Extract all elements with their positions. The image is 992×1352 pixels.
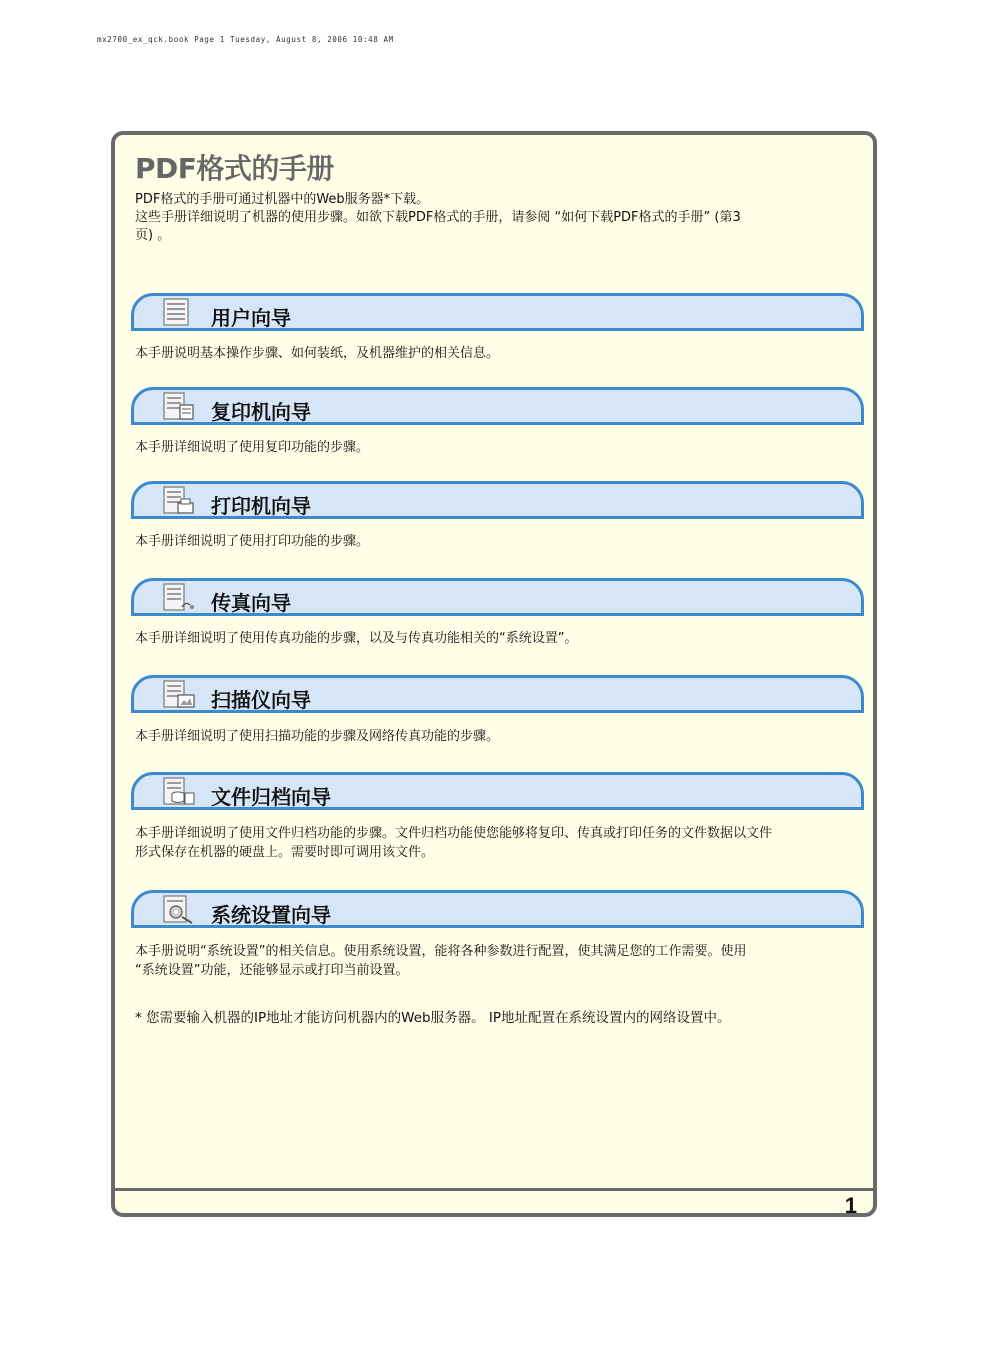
intro-line: PDF格式的手册可通过机器中的Web服务器*下载。 <box>135 192 430 207</box>
scanner-icon <box>162 680 196 710</box>
description-line: 本手册详细说明了使用扫描功能的步骤及网络传真功能的步骤。 <box>135 729 500 744</box>
section-title: 扫描仪向导 <box>211 688 311 712</box>
description-line: 本手册详细说明了使用传真功能的步骤，以及与传真功能相关的“系统设置”。 <box>135 631 578 646</box>
section-description <box>135 344 855 363</box>
description-line: 本手册说明基本操作步骤、如何装纸，及机器维护的相关信息。 <box>135 346 500 361</box>
section-header-copier-guide <box>131 387 864 425</box>
footnote: * 您需要输入机器的IP地址才能访问机器内的Web服务器。 IP地址配置在系统设置内的网络设置中。 <box>135 1010 731 1026</box>
section-header-scanner-guide <box>131 675 864 713</box>
book-header: mx2700_ex_qck.book Page 1 Tuesday, August 8, 2006 10:48 AM <box>97 35 394 44</box>
section-description <box>135 629 855 648</box>
section-description <box>135 727 855 746</box>
section-description <box>135 532 855 551</box>
section-header-fax-guide <box>131 578 864 616</box>
intro-line: 这些手册详细说明了机器的使用步骤。如欲下载PDF格式的手册，请参阅 “如何下载PDF格式的手册” (第3 <box>135 210 741 225</box>
description-line: 本手册详细说明了使用文件归档功能的步骤。文件归档功能使您能够将复印、传真或打印任务的文件数据以文件 <box>135 826 773 841</box>
footer-divider <box>115 1188 873 1191</box>
description-line: “系统设置”功能，还能够显示或打印当前设置。 <box>135 963 409 978</box>
copier-icon <box>162 392 196 422</box>
system-settings-icon <box>162 895 196 925</box>
section-description <box>135 942 855 980</box>
section-title: 用户向导 <box>211 306 291 330</box>
section-title: 文件归档向导 <box>211 785 331 809</box>
section-header-document-filing-guide <box>131 772 864 810</box>
page-title: PDF格式的手册 <box>135 152 334 185</box>
section-title: 传真向导 <box>211 591 291 615</box>
intro-line: 页) 。 <box>135 228 171 243</box>
document-stack-icon <box>162 298 196 328</box>
section-header-system-settings-guide <box>131 890 864 928</box>
manual-panel <box>111 131 877 1217</box>
document-filing-icon <box>162 777 196 807</box>
section-header-user-guide <box>131 293 864 331</box>
description-line: 形式保存在机器的硬盘上。需要时即可调用该文件。 <box>135 845 435 860</box>
section-title: 复印机向导 <box>211 400 311 424</box>
section-header-printer-guide <box>131 481 864 519</box>
intro-text <box>135 191 835 245</box>
section-title: 系统设置向导 <box>211 903 331 927</box>
page-number: 1 <box>844 1193 857 1218</box>
description-line: 本手册说明“系统设置”的相关信息。使用系统设置，能将各种参数进行配置，使其满足您的工作需要。使用 <box>135 944 747 959</box>
section-title: 打印机向导 <box>211 494 311 518</box>
section-description <box>135 824 855 862</box>
section-description <box>135 438 855 457</box>
description-line: 本手册详细说明了使用打印功能的步骤。 <box>135 534 370 549</box>
printer-icon <box>162 486 196 516</box>
fax-icon <box>162 583 196 613</box>
description-line: 本手册详细说明了使用复印功能的步骤。 <box>135 440 370 455</box>
